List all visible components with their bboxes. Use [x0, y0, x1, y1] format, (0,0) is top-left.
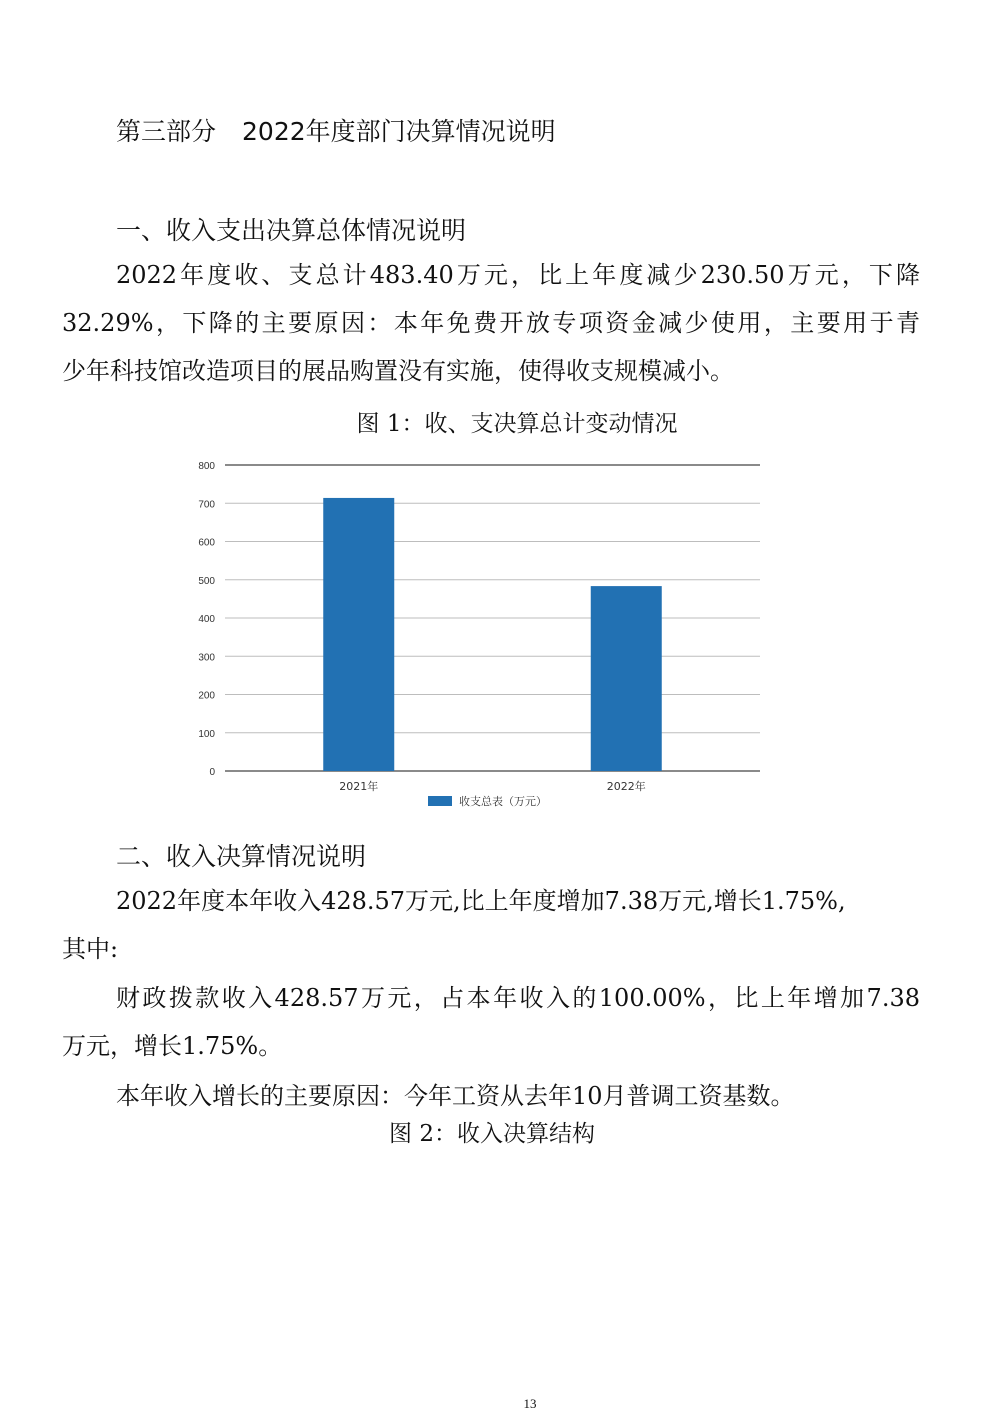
page-number: 13: [523, 1396, 537, 1411]
section2-line: 其中:: [62, 935, 119, 963]
section2-paragraph2: [62, 974, 920, 1070]
legend-swatch: [428, 796, 452, 806]
section1-heading: 一、收入支出决算总体情况说明: [116, 216, 467, 245]
y-tick-label: 500: [198, 575, 215, 587]
section2-paragraph3: 本年收入增长的主要原因：今年工资从去年10月普调工资基数。: [116, 1082, 795, 1110]
section2-line: 万元，增长1.75%。: [62, 1032, 283, 1060]
y-tick-label: 300: [198, 652, 215, 664]
y-tick-label: 200: [198, 690, 215, 702]
section1-line: 2022年度收、支总计483.40万元，比上年度减少230.50万元，下降: [116, 261, 920, 289]
section2-heading: 二、收入决算情况说明: [116, 842, 367, 871]
bar: [591, 586, 662, 771]
section2-line: 财政拨款收入428.57万元，占本年收入的100.00%，比上年增加7.38: [116, 984, 920, 1012]
y-tick-label: 700: [198, 499, 215, 511]
part-label: 第三部分: [116, 117, 217, 146]
document-title: 2022年度部门决算情况说明: [242, 117, 556, 146]
y-tick-label: 0: [209, 767, 215, 778]
legend-label: 收支总表（万元）: [459, 795, 547, 808]
y-tick-label: 600: [198, 537, 215, 549]
x-tick-label: 2021年: [339, 780, 379, 793]
figure2-caption: 图 2：收入决算结构: [389, 1121, 595, 1147]
section1-paragraph: [62, 251, 920, 395]
section2-line: 2022年度本年收入428.57万元,比上年度增加7.38万元,增长1.75%,: [116, 887, 846, 915]
income-expense-bar-chart: [180, 455, 800, 825]
bar: [323, 498, 394, 771]
y-tick-label: 100: [198, 728, 215, 740]
y-tick-label: 400: [198, 614, 215, 625]
y-tick-label: 800: [198, 461, 215, 472]
part-title: [116, 112, 556, 148]
section2-paragraph1: [62, 877, 920, 973]
figure1-caption: 图 1：收、支决算总计变动情况: [356, 411, 678, 437]
section1-line: 32.29%，下降的主要原因：本年免费开放专项资金减少使用，主要用于青: [62, 309, 920, 337]
x-tick-label: 2022年: [606, 780, 646, 793]
section1-line: 少年科技馆改造项目的展品购置没有实施，使得收支规模减小。: [62, 357, 734, 385]
